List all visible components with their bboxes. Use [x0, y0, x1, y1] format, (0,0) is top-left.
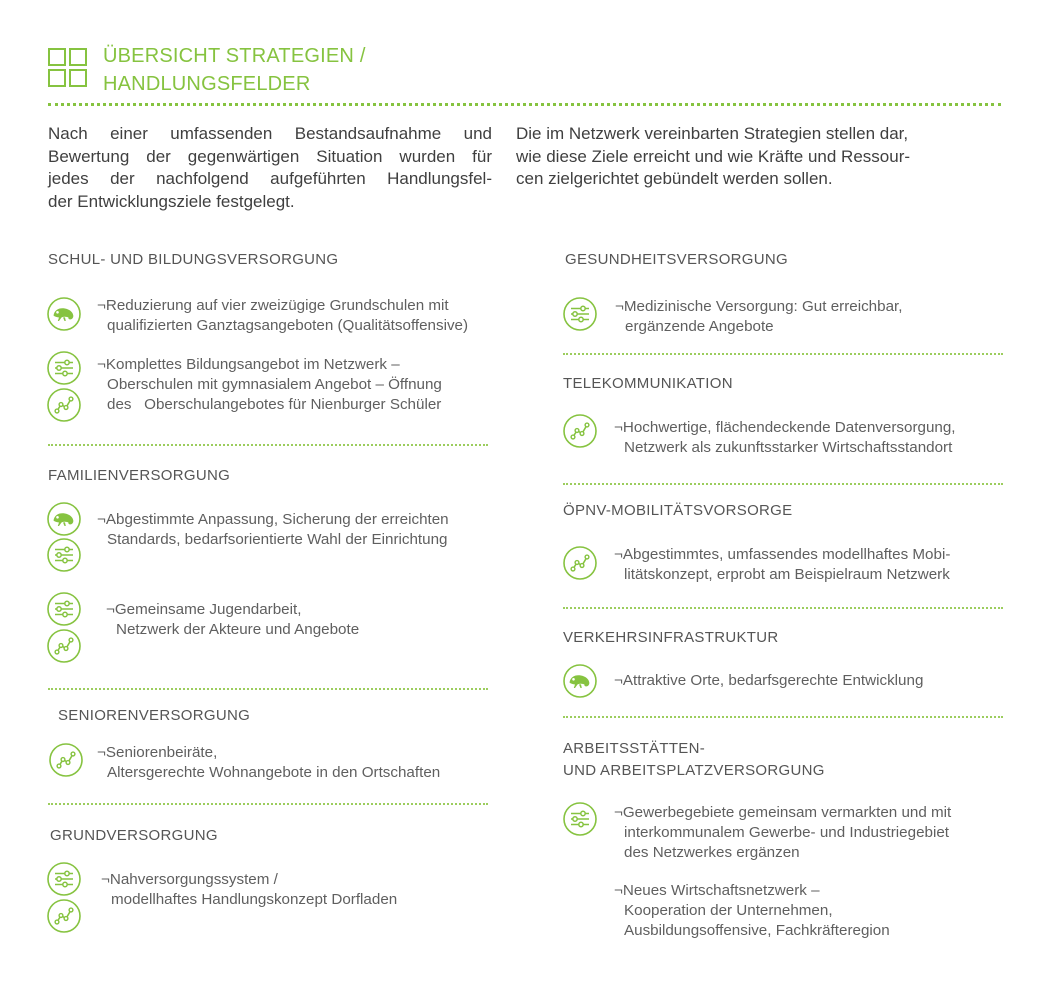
sliders-icon: [47, 592, 81, 626]
list-item-line: ¬Abgestimmte Anpassung, Sicherung der erreichten: [97, 511, 449, 528]
section-heading-telekom: TELEKOMMUNIKATION: [563, 375, 733, 392]
section-heading-verkehr: VERKEHRSINFRASTRUKTUR: [563, 629, 779, 646]
section-heading-grund: GRUNDVERSORGUNG: [50, 827, 218, 844]
list-item-line: ¬Medizinische Versorgung: Gut erreichbar,: [615, 298, 903, 315]
chameleon-icon: [47, 502, 81, 536]
list-item-line: ¬Neues Wirtschaftsnetzwerk –: [614, 882, 820, 899]
list-item-line: Kooperation der Unternehmen,: [624, 902, 833, 919]
intro-right-line: cen zielgerichtet gebündelt werden sollen.: [516, 169, 833, 188]
list-item-line: Oberschulen mit gymnasialem Angebot – Öffnung: [107, 376, 442, 393]
section-heading-senioren: SENIORENVERSORGUNG: [58, 707, 251, 724]
list-item-line: des Netzwerkes ergänzen: [624, 844, 800, 861]
section-heading-gesundheit: GESUNDHEITSVERSORGUNG: [565, 251, 788, 268]
line-graph-icon: [49, 743, 83, 777]
intro-left-line: Nach einer umfassenden Bestandsaufnahme und: [48, 124, 492, 143]
list-item-line: Ausbildungsoffensive, Fachkräfteregion: [624, 922, 890, 939]
list-item: [614, 671, 923, 691]
list-item: [97, 355, 442, 415]
list-item-line: litätskonzept, erprobt am Beispielraum Netzwerk: [624, 566, 950, 583]
chameleon-icon: [563, 664, 597, 698]
list-item: [614, 803, 951, 863]
sliders-icon: [47, 538, 81, 572]
list-item-line: ¬Hochwertige, flächendeckende Datenversorgung,: [614, 419, 956, 436]
section-heading-line: ARBEITSSTÄTTEN-: [563, 740, 706, 757]
sliders-icon: [47, 862, 81, 896]
list-item: [97, 296, 468, 336]
list-item-line: Netzwerk der Akteure und Angebote: [116, 621, 360, 638]
section-divider: [48, 803, 488, 805]
line-graph-icon: [47, 899, 81, 933]
sliders-icon: [563, 297, 597, 331]
chameleon-icon: [47, 297, 81, 331]
section-heading-arbeit: [563, 738, 825, 782]
list-item: [614, 418, 956, 458]
list-item-line: ¬Gewerbegebiete gemeinsam vermarkten und mit: [614, 804, 952, 821]
section-divider: [563, 353, 1003, 355]
list-item-line: Netzwerk als zukunftsstarker Wirtschaftsstandort: [624, 439, 953, 456]
line-graph-icon: [47, 388, 81, 422]
page-title: [103, 42, 366, 98]
section-heading-familie: FAMILIENVERSORGUNG: [48, 467, 231, 484]
section-divider: [563, 483, 1003, 485]
intro-left-line: Bewertung der gegenwärtigen Situation wurden für: [48, 146, 492, 166]
list-item: [106, 600, 359, 640]
section-heading-line: UND ARBEITSPLATZVERSORGUNG: [563, 762, 825, 779]
list-item: [614, 881, 890, 941]
grid-squares-icon: [48, 48, 88, 88]
section-heading-schul: SCHUL- UND BILDUNGSVERSORGUNG: [48, 251, 339, 268]
section-divider: [563, 716, 1003, 718]
list-item-line: interkommunalem Gewerbe- und Industriegebiet: [624, 824, 950, 841]
list-item-line: ¬Abgestimmtes, umfassendes modellhaftes Mobi-: [614, 546, 951, 563]
section-divider: [563, 607, 1003, 609]
page-title-line-2: HANDLUNGSFELDER: [103, 73, 311, 95]
intro-right-line: wie diese Ziele erreicht und wie Kräfte und Ressour-: [516, 146, 911, 166]
list-item-line: qualifizierten Ganztagsangeboten (Qualitätsoffensive): [107, 317, 469, 334]
intro-right-line: Die im Netzwerk vereinbarten Strategien stellen dar,: [516, 124, 909, 143]
page-title-line-1: ÜBERSICHT STRATEGIEN /: [103, 45, 366, 67]
line-graph-icon: [47, 629, 81, 663]
list-item: [97, 510, 449, 550]
list-item: [615, 297, 902, 337]
header-divider: [48, 103, 1001, 106]
list-item-line: modellhaftes Handlungskonzept Dorfladen: [111, 891, 398, 908]
line-graph-icon: [563, 546, 597, 580]
list-item: [101, 870, 397, 910]
list-item-line: ¬Gemeinsame Jugendarbeit,: [106, 601, 302, 618]
line-graph-icon: [563, 414, 597, 448]
section-heading-oepnv: ÖPNV-MOBILITÄTSVORSORGE: [563, 502, 793, 519]
section-divider: [48, 444, 488, 446]
intro-left: [48, 123, 492, 213]
list-item-line: Standards, bedarfsorientierte Wahl der Einrichtung: [107, 531, 448, 548]
list-item: [614, 545, 950, 585]
list-item: [97, 743, 440, 783]
intro-right: [516, 123, 986, 191]
list-item-line: Altersgerechte Wohnangebote in den Ortschaften: [107, 764, 441, 781]
section-divider: [48, 688, 488, 690]
list-item-line: ¬Nahversorgungssystem /: [101, 871, 278, 888]
intro-left-line: jedes der nachfolgend aufgeführten Handlungsfel-: [48, 169, 492, 188]
list-item-line: des Oberschulangebotes für Nienburger Schüler: [107, 396, 442, 413]
list-item-line: ¬Reduzierung auf vier zweizügige Grundschulen mit: [97, 297, 449, 314]
list-item-line: ¬Komplettes Bildungsangebot im Netzwerk –: [97, 356, 400, 373]
list-item-line: ¬Seniorenbeiräte,: [97, 744, 218, 761]
sliders-icon: [563, 802, 597, 836]
list-item-line: ¬Attraktive Orte, bedarfsgerechte Entwicklung: [614, 672, 924, 689]
list-item-line: ergänzende Angebote: [625, 318, 774, 335]
sliders-icon: [47, 351, 81, 385]
intro-left-line: der Entwicklungsziele festgelegt.: [48, 191, 295, 211]
